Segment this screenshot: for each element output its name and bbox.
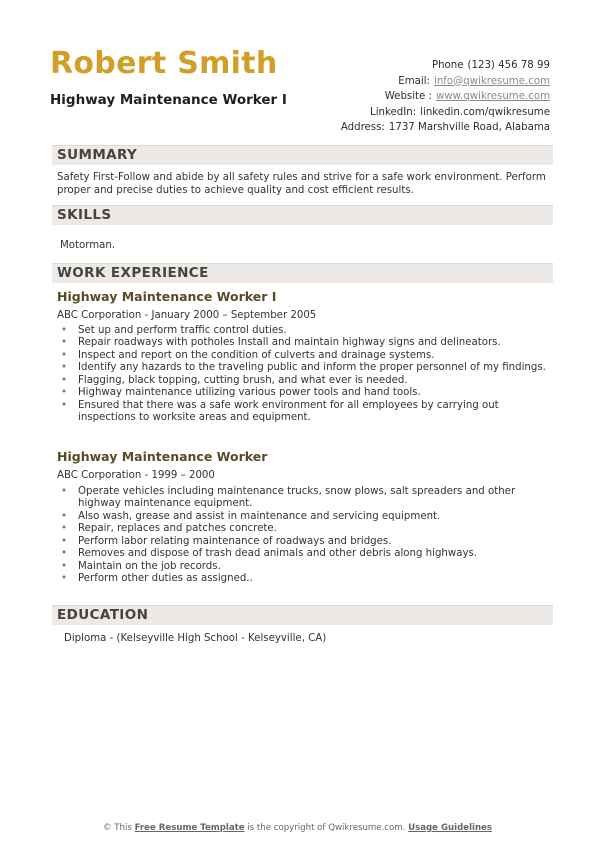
phone-label: Phone — [431, 60, 464, 71]
footer-prefix: © This — [102, 823, 132, 833]
job-company-dates: ABC Corporation - January 2000 – September 2005 — [57, 310, 317, 321]
phone-value: (123) 456 78 99 — [467, 60, 550, 71]
education-section-header — [52, 605, 553, 625]
experience-section-header — [52, 263, 553, 283]
duty-item: • Operate vehicles including maintenance trucks, snow plows, salt spreaders and other highway maintenance equipment. — [57, 486, 553, 511]
contact-linkedin-row — [341, 105, 550, 121]
linkedin-label: LinkedIn: — [370, 106, 417, 118]
experience-heading: WORK EXPERIENCE — [57, 265, 209, 281]
copyright-footer — [0, 823, 595, 834]
job-duties-list — [57, 325, 553, 425]
candidate-name: Robert Smith — [50, 46, 278, 81]
skills-heading: SKILLS — [57, 207, 112, 223]
job-duties-list — [57, 486, 553, 586]
address-value: 1737 Marshville Road, Alabama — [388, 122, 550, 133]
job-title: Highway Maintenance Worker — [57, 449, 268, 464]
address-label: Address: — [340, 122, 385, 133]
skills-section-header — [52, 205, 553, 225]
candidate-role: Highway Maintenance Worker I — [50, 92, 287, 108]
duty-item: • Identify any hazards to the traveling public and inform the proper personnel of my findings. — [57, 362, 553, 374]
skill-item: Motorman. — [60, 240, 116, 251]
contact-email-row — [341, 74, 550, 90]
duty-item: • Ensured that there was a safe work environment for all employees by carrying out inspections to worksite areas and equipment. — [57, 400, 553, 425]
duty-item: • Perform labor relating maintenance of roadways and bridges. — [57, 536, 553, 548]
duty-item: • Maintain on the job records. — [57, 561, 553, 573]
education-entry: Diploma - (Kelseyville High School - Kelseyville, CA) — [64, 633, 327, 644]
free-resume-template-link[interactable]: Free Resume Template — [134, 823, 245, 833]
education-heading: EDUCATION — [57, 607, 149, 623]
duty-item: • Flagging, black topping, cutting brush, and what ever is needed. — [57, 375, 553, 387]
website-link[interactable]: www.qwikresume.com — [435, 91, 550, 102]
summary-text: Safety First-Follow and abide by all safety rules and strive for a safe work environment. Perform proper and precise duties to achieve quality and cost efficient results. — [57, 172, 546, 196]
job-company-dates: ABC Corporation - 1999 – 2000 — [57, 470, 215, 481]
duty-item: • Repair, replaces and patches concrete. — [57, 523, 553, 535]
footer-middle-text: is the copyright of Qwikresume.com. — [247, 823, 406, 833]
duty-item: • Highway maintenance utilizing various power tools and hand tools. — [57, 387, 553, 399]
duty-item: • Set up and perform traffic control duties. — [57, 325, 553, 337]
contact-website-row — [341, 89, 550, 105]
duty-item: • Removes and dispose of trash dead animals and other debris along highways. — [57, 548, 553, 560]
summary-heading: SUMMARY — [57, 147, 138, 163]
duty-item: • Perform other duties as assigned.. — [57, 573, 553, 585]
website-label: Website : — [384, 91, 432, 102]
linkedin-value: linkedin.com/qwikresume — [420, 106, 550, 118]
job-title: Highway Maintenance Worker I — [57, 289, 277, 304]
contact-phone-row — [341, 58, 550, 74]
contact-block — [341, 58, 550, 136]
duty-item: • Also wash, grease and assist in maintenance and servicing equipment. — [57, 511, 553, 523]
email-link[interactable]: info@qwikresume.com — [433, 75, 550, 87]
duty-item: • Repair roadways with potholes Install and maintain highway signs and delineators. — [57, 337, 553, 349]
duty-item: • Inspect and report on the condition of culverts and drainage systems. — [57, 350, 553, 362]
usage-guidelines-link[interactable]: Usage Guidelines — [408, 823, 493, 833]
contact-address-row — [341, 120, 550, 136]
email-label: Email: — [398, 75, 430, 87]
summary-section-header — [52, 145, 553, 165]
